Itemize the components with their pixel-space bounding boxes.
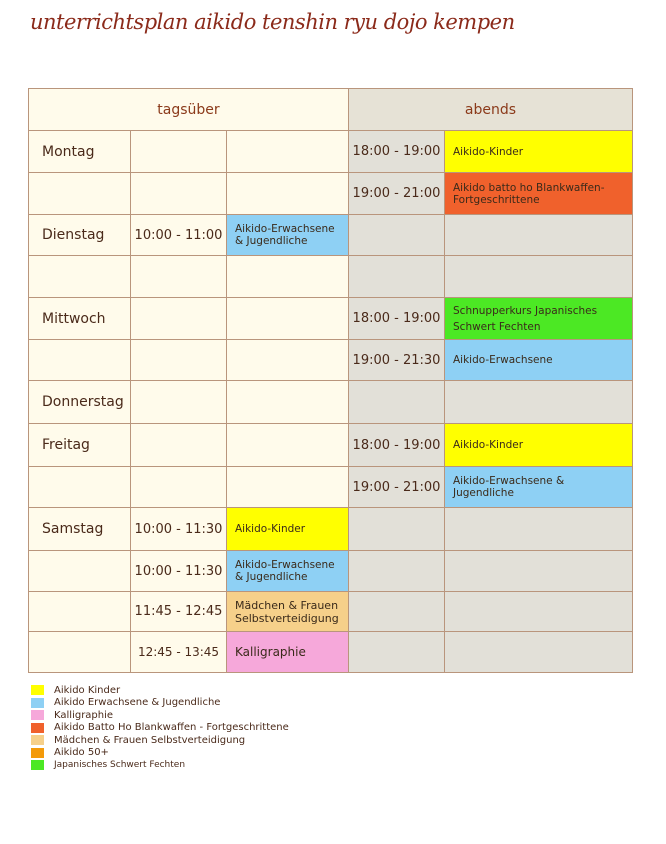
empty-cell (131, 173, 227, 215)
empty-cell (29, 256, 131, 298)
class-cell: Aikido-Erwachsene & Jugendliche (227, 215, 349, 256)
empty-cell (349, 256, 445, 298)
class-cell: Kalligraphie (227, 632, 349, 673)
empty-cell (349, 381, 445, 424)
legend-label: Aikido 50+ (54, 747, 109, 759)
empty-cell (29, 592, 131, 632)
legend-item (31, 697, 289, 710)
time-slot: 18:00 - 19:00 (349, 424, 445, 467)
header-evening: abends (349, 89, 633, 131)
legend-item (31, 747, 289, 760)
class-cell: Aikido batto ho Blankwaffen-Fortgeschrittene (445, 173, 633, 215)
schedule-table (28, 88, 633, 673)
legend-swatch (31, 723, 44, 733)
empty-cell (445, 381, 633, 424)
legend-item (31, 709, 289, 722)
legend-swatch (31, 685, 44, 695)
time-slot: 10:00 - 11:30 (131, 508, 227, 551)
legend-swatch (31, 760, 44, 770)
empty-cell (29, 173, 131, 215)
class-cell: Aikido-Erwachsene (445, 340, 633, 381)
header-daytime: tagsüber (29, 89, 349, 131)
class-cell: Aikido-Erwachsene & Jugendliche (445, 467, 633, 508)
empty-cell (227, 173, 349, 215)
empty-cell (227, 424, 349, 467)
empty-cell (445, 592, 633, 632)
empty-cell (131, 256, 227, 298)
empty-cell (29, 467, 131, 508)
day-label-freitag: Freitag (29, 424, 131, 467)
day-label-montag: Montag (29, 131, 131, 173)
legend (31, 684, 289, 772)
legend-label: Kalligraphie (54, 709, 114, 721)
empty-cell (131, 131, 227, 173)
day-label-dienstag: Dienstag (29, 215, 131, 256)
time-slot: 19:00 - 21:00 (349, 467, 445, 508)
time-slot: 19:00 - 21:00 (349, 173, 445, 215)
empty-cell (349, 592, 445, 632)
empty-cell (131, 424, 227, 467)
time-slot: 18:00 - 19:00 (349, 131, 445, 173)
time-slot: 11:45 - 12:45 (131, 592, 227, 632)
empty-cell (29, 632, 131, 673)
empty-cell (227, 467, 349, 508)
class-cell: Mädchen & Frauen Selbstverteidigung (227, 592, 349, 632)
empty-cell (227, 340, 349, 381)
day-label-samstag: Samstag (29, 508, 131, 551)
class-cell: Schnupperkurs Japanisches Schwert Fechten (445, 298, 633, 340)
day-label-donnerstag: Donnerstag (29, 381, 131, 424)
empty-cell (349, 215, 445, 256)
empty-cell (131, 381, 227, 424)
page-title: unterrichtsplan aikido tenshin ryu dojo kempen (30, 10, 515, 34)
empty-cell (131, 467, 227, 508)
empty-cell (445, 256, 633, 298)
empty-cell (445, 508, 633, 551)
empty-cell (445, 215, 633, 256)
empty-cell (227, 256, 349, 298)
legend-item (31, 722, 289, 735)
empty-cell (445, 551, 633, 592)
legend-item (31, 684, 289, 697)
legend-label: Mädchen & Frauen Selbstverteidigung (54, 734, 246, 746)
class-cell: Aikido-Kinder (227, 508, 349, 551)
legend-swatch (31, 698, 44, 708)
time-slot: 12:45 - 13:45 (131, 632, 227, 673)
empty-cell (227, 298, 349, 340)
legend-swatch (31, 735, 44, 745)
empty-cell (29, 340, 131, 381)
legend-item (31, 759, 289, 772)
time-slot: 10:00 - 11:00 (131, 215, 227, 256)
legend-swatch (31, 748, 44, 758)
legend-item (31, 734, 289, 747)
time-slot: 10:00 - 11:30 (131, 551, 227, 592)
empty-cell (349, 632, 445, 673)
legend-label: Japanisches Schwert Fechten (54, 760, 186, 771)
day-label-mittwoch: Mittwoch (29, 298, 131, 340)
empty-cell (29, 551, 131, 592)
legend-label: Aikido Kinder (54, 684, 121, 696)
empty-cell (131, 298, 227, 340)
empty-cell (349, 508, 445, 551)
empty-cell (349, 551, 445, 592)
time-slot: 18:00 - 19:00 (349, 298, 445, 340)
empty-cell (131, 340, 227, 381)
legend-swatch (31, 710, 44, 720)
empty-cell (445, 632, 633, 673)
legend-label: Aikido Batto Ho Blankwaffen - Fortgeschrittene (54, 722, 289, 734)
class-cell: Aikido-Kinder (445, 131, 633, 173)
legend-label: Aikido Erwachsene & Jugendliche (54, 697, 221, 709)
empty-cell (227, 381, 349, 424)
class-cell: Aikido-Erwachsene & Jugendliche (227, 551, 349, 592)
empty-cell (227, 131, 349, 173)
class-cell: Aikido-Kinder (445, 424, 633, 467)
time-slot: 19:00 - 21:30 (349, 340, 445, 381)
